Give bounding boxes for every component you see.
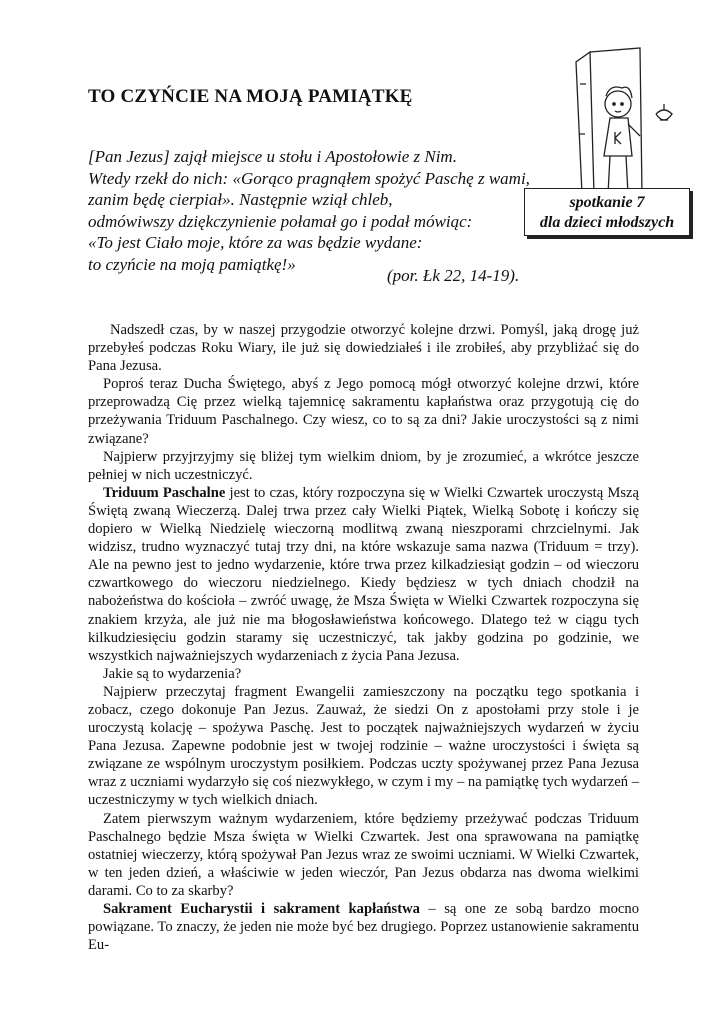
paragraph-text: – są one ze sobą bardzo mocno powiązane. To znaczy, że jeden nie może być bez drugiego. Poprzez ustanowienie sakramentu Eu-	[88, 901, 639, 954]
quote-line: zanim będę cierpiał». Następnie wziął chleb,	[88, 190, 393, 209]
paragraph: Poproś teraz Ducha Świętego, abyś z Jego pomocą mógł otworzyć kolejne drzwi, które przeprowadzą Cię przez wielką tajemnicę sakramentu kapłaństwa oraz przygotują cię do przeżywania Triduum Paschalnego. Czy wiesz, co to są za dni? Jakie uroczystości są z nimi związane?	[88, 376, 639, 447]
paragraph: Nadszedł czas, by w naszej przygodzie otworzyć kolejne drzwi. Pomyśl, jaką drogę już przebyłeś podczas Roku Wiary, ile już się dowiedziałeś i ile zrobiłeś, aby przybliżać się do Pana Jezusa.	[88, 322, 639, 375]
paragraph: Najpierw przeczytaj fragment Ewangelii zamieszczony na początku tego spotkania i zobacz, czego dokonuje Pan Jezus. Zauważ, że siedzi On z apostołami przy stole i je uroczystą kolację – spożywa Paschę. Jest to początek najważniejszych wydarzeń w życiu Pana Jezusa. Zapewne podobnie jest w twojej rodzinie – ważne uroczystości i święta są związane ze wspólnym uroczystym posiłkiem. Podczas uczty spożywanej przez Pana Jezusa wraz z uczniami wydarzyło się coś niezwykłego, w czym i my – na pamiątkę tych wydarzeń – uczestniczymy w tych wielkich dniach.	[88, 683, 639, 809]
term-sacraments: Sakrament Eucharystii i sakrament kapłaństwa	[103, 901, 420, 917]
paragraph: Jakie są to wydarzenia?	[103, 665, 242, 682]
paragraph	[88, 484, 639, 665]
paragraph	[88, 900, 639, 954]
paragraph: Najpierw przyjrzyjmy się bliżej tym wielkim dniom, by je zrozumieć, a wkrótce jeszcze pełniej w nich uczestniczyć.	[88, 448, 639, 483]
quote-line: «To jest Ciało moje, które za was będzie wydane:	[88, 233, 423, 252]
paragraph: Zatem pierwszym ważnym wydarzeniem, które będziemy przeżywać podczas Triduum Paschalnego będzie Msza święta w Wielki Czwartek. Jest ona sprawowana na pamiątkę ostatniej wieczerzy, którą spożywał Pan Jezus wraz ze swoimi uczniami. W Wielki Czwartek, w ten jeden dzień, a właściwie w jeden wieczór, Pan Jezus obdarza nas dwoma wielkimi darami. Co to za skarby?	[88, 810, 639, 899]
paragraph-text: jest to czas, który rozpoczyna się w Wielki Czwartek uroczystą Mszą Świętą zwaną Wieczerzą. Dalej trwa przez cały Wielki Piątek, Wielką Sobotę i kończy się dopiero w Wielką Niedzielę wieczorną modlitwą zwaną nieszporami chrzcielnymi. Jak widzisz, trudno wyznaczyć tutaj trzy dni, na które wskazuje sama nazwa (Triduum = trzy). Ale na pewno jest to jedno wydarzenie, które trwa przez kilkadziesiąt godzin – od wieczoru czwartkowego do wieczoru niedzielnego. Kiedy będziesz w tych dniach chodził na nabożeństwa do kościoła – zwróć uwagę, że Msza Święta w Wielki Czwartek rozpoczyna się znakiem krzyża, ale już nie ma błogosławieństwa końcowego. Dlatego też w ciągu tych kilkudziesięciu godzin staramy się uczestniczyć, tak jakby godzina po godzinie, we wszystkich najważniejszych wydarzeniach z życia Pana Jezusa.	[88, 484, 639, 664]
quote-line: Wtedy rzekł do nich: «Gorąco pragnąłem spożyć Paschę z wami,	[88, 168, 530, 188]
quote-line: [Pan Jezus] zajął miejsce u stołu i Apostołowie z Nim.	[88, 147, 457, 166]
page-title: TO CZYŃCIE NA MOJĄ PAMIĄTKĘ	[88, 86, 413, 107]
quote-line: odmówiwszy dziękczynienie połamał go i podał mówiąc:	[88, 211, 473, 231]
term-triduum: Triduum Paschalne	[103, 484, 226, 501]
badge-line-2: dla dzieci młodszych	[539, 214, 675, 231]
quote-line: to czyńcie na moją pamiątkę!»	[88, 254, 296, 274]
article-body	[88, 321, 639, 954]
scripture-reference: (por. Łk 22, 14-19).	[387, 266, 520, 285]
meeting-badge	[524, 188, 690, 236]
gospel-quote	[88, 146, 558, 275]
badge-line-1: spotkanie 7	[569, 194, 645, 211]
